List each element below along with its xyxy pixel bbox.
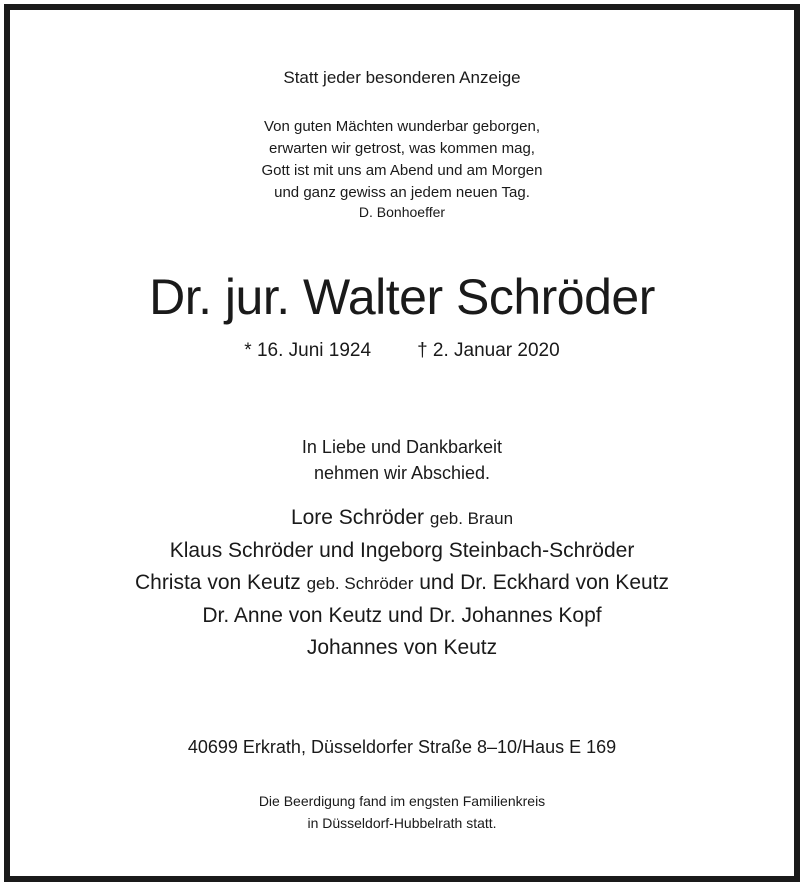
mourner-line — [10, 502, 794, 535]
maiden-name: geb. Braun — [429, 509, 514, 528]
maiden-name: geb. Schröder — [306, 574, 414, 593]
mourner-name: Lore Schröder — [290, 506, 425, 529]
mourner-line: Johannes von Keutz — [306, 636, 498, 659]
poem-line: Von guten Mächten wunderbar geborgen, — [263, 118, 541, 135]
mourner-line — [10, 567, 794, 600]
address: 40699 Erkrath, Düsseldorfer Straße 8–10/Haus E 169 — [187, 737, 617, 757]
farewell-text — [10, 434, 794, 486]
farewell-line: In Liebe und Dankbarkeit — [301, 437, 503, 457]
life-dates — [10, 340, 794, 362]
mourners-list — [10, 502, 794, 664]
mourner-line: Dr. Anne von Keutz und Dr. Johannes Kopf — [202, 604, 602, 627]
poem-line: und ganz gewiss an jedem neuen Tag. — [274, 184, 530, 201]
poem-line: Gott ist mit uns am Abend und am Morgen — [261, 162, 543, 179]
mourner-line: Klaus Schröder und Ingeborg Steinbach-Schröder — [169, 539, 635, 562]
obituary-notice — [4, 4, 800, 882]
deceased-name: Dr. jur. Walter Schröder — [149, 269, 655, 325]
death-date: † 2. Januar 2020 — [417, 340, 560, 361]
poem — [10, 116, 794, 204]
mourner-name: Christa von Keutz — [134, 571, 301, 594]
birth-date: * 16. Juni 1924 — [244, 340, 372, 361]
poem-author: D. Bonhoeffer — [358, 204, 446, 220]
notice-heading: Statt jeder besonderen Anzeige — [283, 68, 521, 87]
mourner-partner: und Dr. Eckhard von Keutz — [419, 571, 670, 594]
farewell-line: nehmen wir Abschied. — [313, 463, 491, 483]
funeral-note — [10, 790, 794, 834]
funeral-line: in Düsseldorf-Hubbelrath statt. — [307, 815, 497, 831]
poem-line: erwarten wir getrost, was kommen mag, — [269, 140, 535, 157]
funeral-line: Die Beerdigung fand im engsten Familienkreis — [258, 793, 546, 809]
